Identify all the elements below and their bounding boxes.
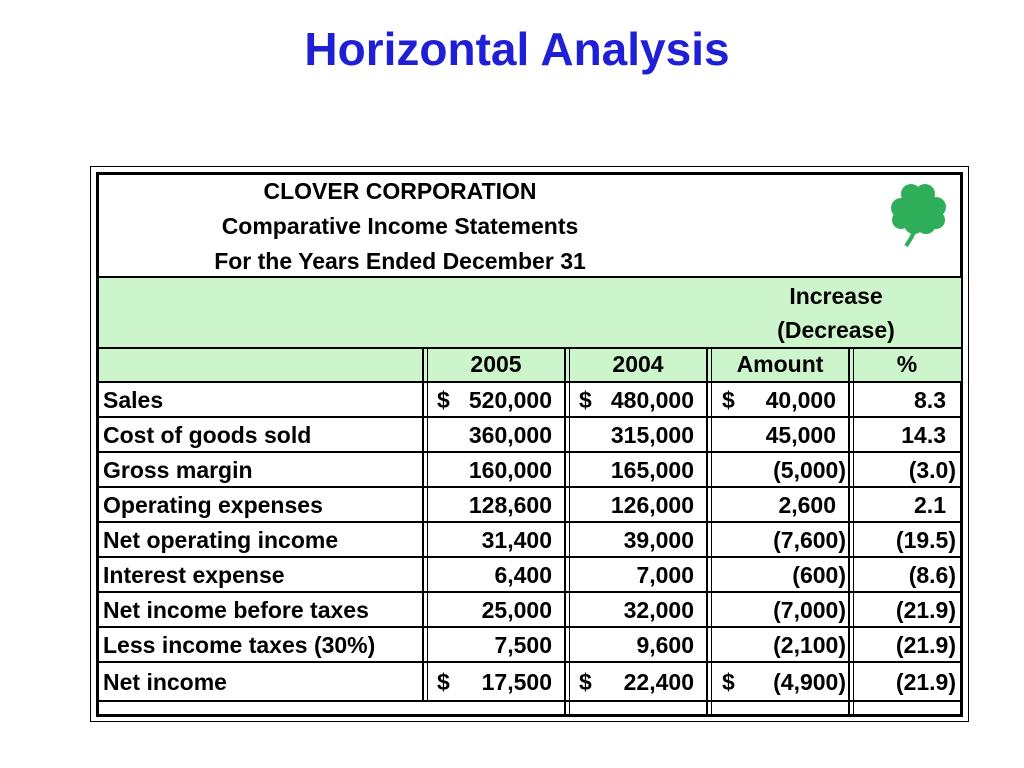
- dollar-sign: $: [722, 669, 735, 695]
- row-label-gross-margin: Gross margin: [103, 457, 253, 483]
- clover-icon: [884, 180, 954, 250]
- slide-title: Horizontal Analysis: [304, 23, 730, 75]
- row-label-interest-expense: Interest expense: [103, 562, 285, 588]
- row-divider: [99, 700, 961, 702]
- row-divider: [99, 626, 961, 628]
- cell-percent: 14.3: [901, 422, 946, 448]
- dollar-sign: $: [722, 387, 735, 413]
- row-divider: [99, 591, 961, 593]
- subheader-divider: [99, 347, 961, 349]
- statement-subtitle: Comparative Income Statements: [221, 213, 579, 239]
- cell-amount: (7,000): [773, 597, 846, 623]
- row-divider: [99, 661, 961, 663]
- row-label-operating-expenses: Operating expenses: [103, 492, 323, 518]
- cell-2004: 7,000: [636, 562, 694, 588]
- row-label-cost-of-goods-sold: Cost of goods sold: [103, 422, 312, 448]
- year-2005-header: 2005: [470, 351, 522, 377]
- dollar-sign: $: [437, 669, 450, 695]
- cell-2004: 32,000: [623, 597, 694, 623]
- cell-percent: (3.0): [908, 457, 956, 483]
- cell-percent: (21.9): [895, 597, 956, 623]
- row-label-less-income-taxes: Less income taxes (30%): [103, 632, 376, 658]
- year-2004-header: 2004: [612, 351, 664, 377]
- cell-2004: 39,000: [623, 527, 694, 553]
- cell-2005: 31,400: [481, 527, 552, 553]
- cell-percent: 8.3: [914, 387, 946, 413]
- cell-amount: (4,900): [773, 669, 846, 695]
- row-divider: [99, 556, 961, 558]
- cell-2005: 17,500: [481, 669, 552, 695]
- cell-percent: 2.1: [914, 492, 946, 518]
- cell-2004: 22,400: [623, 669, 694, 695]
- decrease-header: (Decrease): [777, 317, 895, 343]
- row-divider: [99, 416, 961, 418]
- statement-period: For the Years Ended December 31: [214, 248, 586, 274]
- cell-2005: 25,000: [481, 597, 552, 623]
- cell-amount: (7,600): [773, 527, 846, 553]
- cell-2005: 360,000: [468, 422, 552, 448]
- row-divider: [99, 486, 961, 488]
- percent-header: %: [896, 351, 918, 377]
- column-divider: [422, 349, 424, 702]
- cell-2005: 128,600: [468, 492, 552, 518]
- row-label-net-operating-income: Net operating income: [103, 527, 339, 553]
- cell-amount: (600): [792, 562, 846, 588]
- cell-percent: (21.9): [895, 632, 956, 658]
- cell-2005: 520,000: [468, 387, 552, 413]
- cell-2004: 480,000: [610, 387, 694, 413]
- row-divider: [99, 451, 961, 453]
- cell-amount: (2,100): [773, 632, 846, 658]
- cell-2004: 126,000: [610, 492, 694, 518]
- header-divider: [99, 276, 961, 278]
- amount-header: Amount: [736, 351, 824, 377]
- row-label-net-income: Net income: [103, 669, 227, 695]
- company-name: CLOVER CORPORATION: [263, 178, 537, 204]
- cell-percent: (19.5): [895, 527, 956, 553]
- row-divider: [99, 381, 961, 383]
- cell-percent: (8.6): [908, 562, 956, 588]
- increase-header: Increase: [789, 283, 883, 309]
- cell-2004: 315,000: [610, 422, 694, 448]
- cell-amount: 40,000: [765, 387, 836, 413]
- cell-amount: 45,000: [765, 422, 836, 448]
- cell-2005: 160,000: [468, 457, 552, 483]
- cell-amount: (5,000): [773, 457, 846, 483]
- column-divider: [427, 349, 428, 702]
- cell-2005: 7,500: [494, 632, 552, 658]
- dollar-sign: $: [579, 669, 592, 695]
- cell-2005: 6,400: [494, 562, 552, 588]
- row-divider: [99, 521, 961, 523]
- dollar-sign: $: [579, 387, 592, 413]
- row-label-sales: Sales: [103, 387, 164, 413]
- dollar-sign: $: [437, 387, 450, 413]
- cell-2004: 9,600: [636, 632, 694, 658]
- row-label-net-income-before-taxes: Net income before taxes: [103, 597, 369, 623]
- cell-amount: 2,600: [778, 492, 836, 518]
- cell-percent: (21.9): [895, 669, 956, 695]
- cell-2004: 165,000: [610, 457, 694, 483]
